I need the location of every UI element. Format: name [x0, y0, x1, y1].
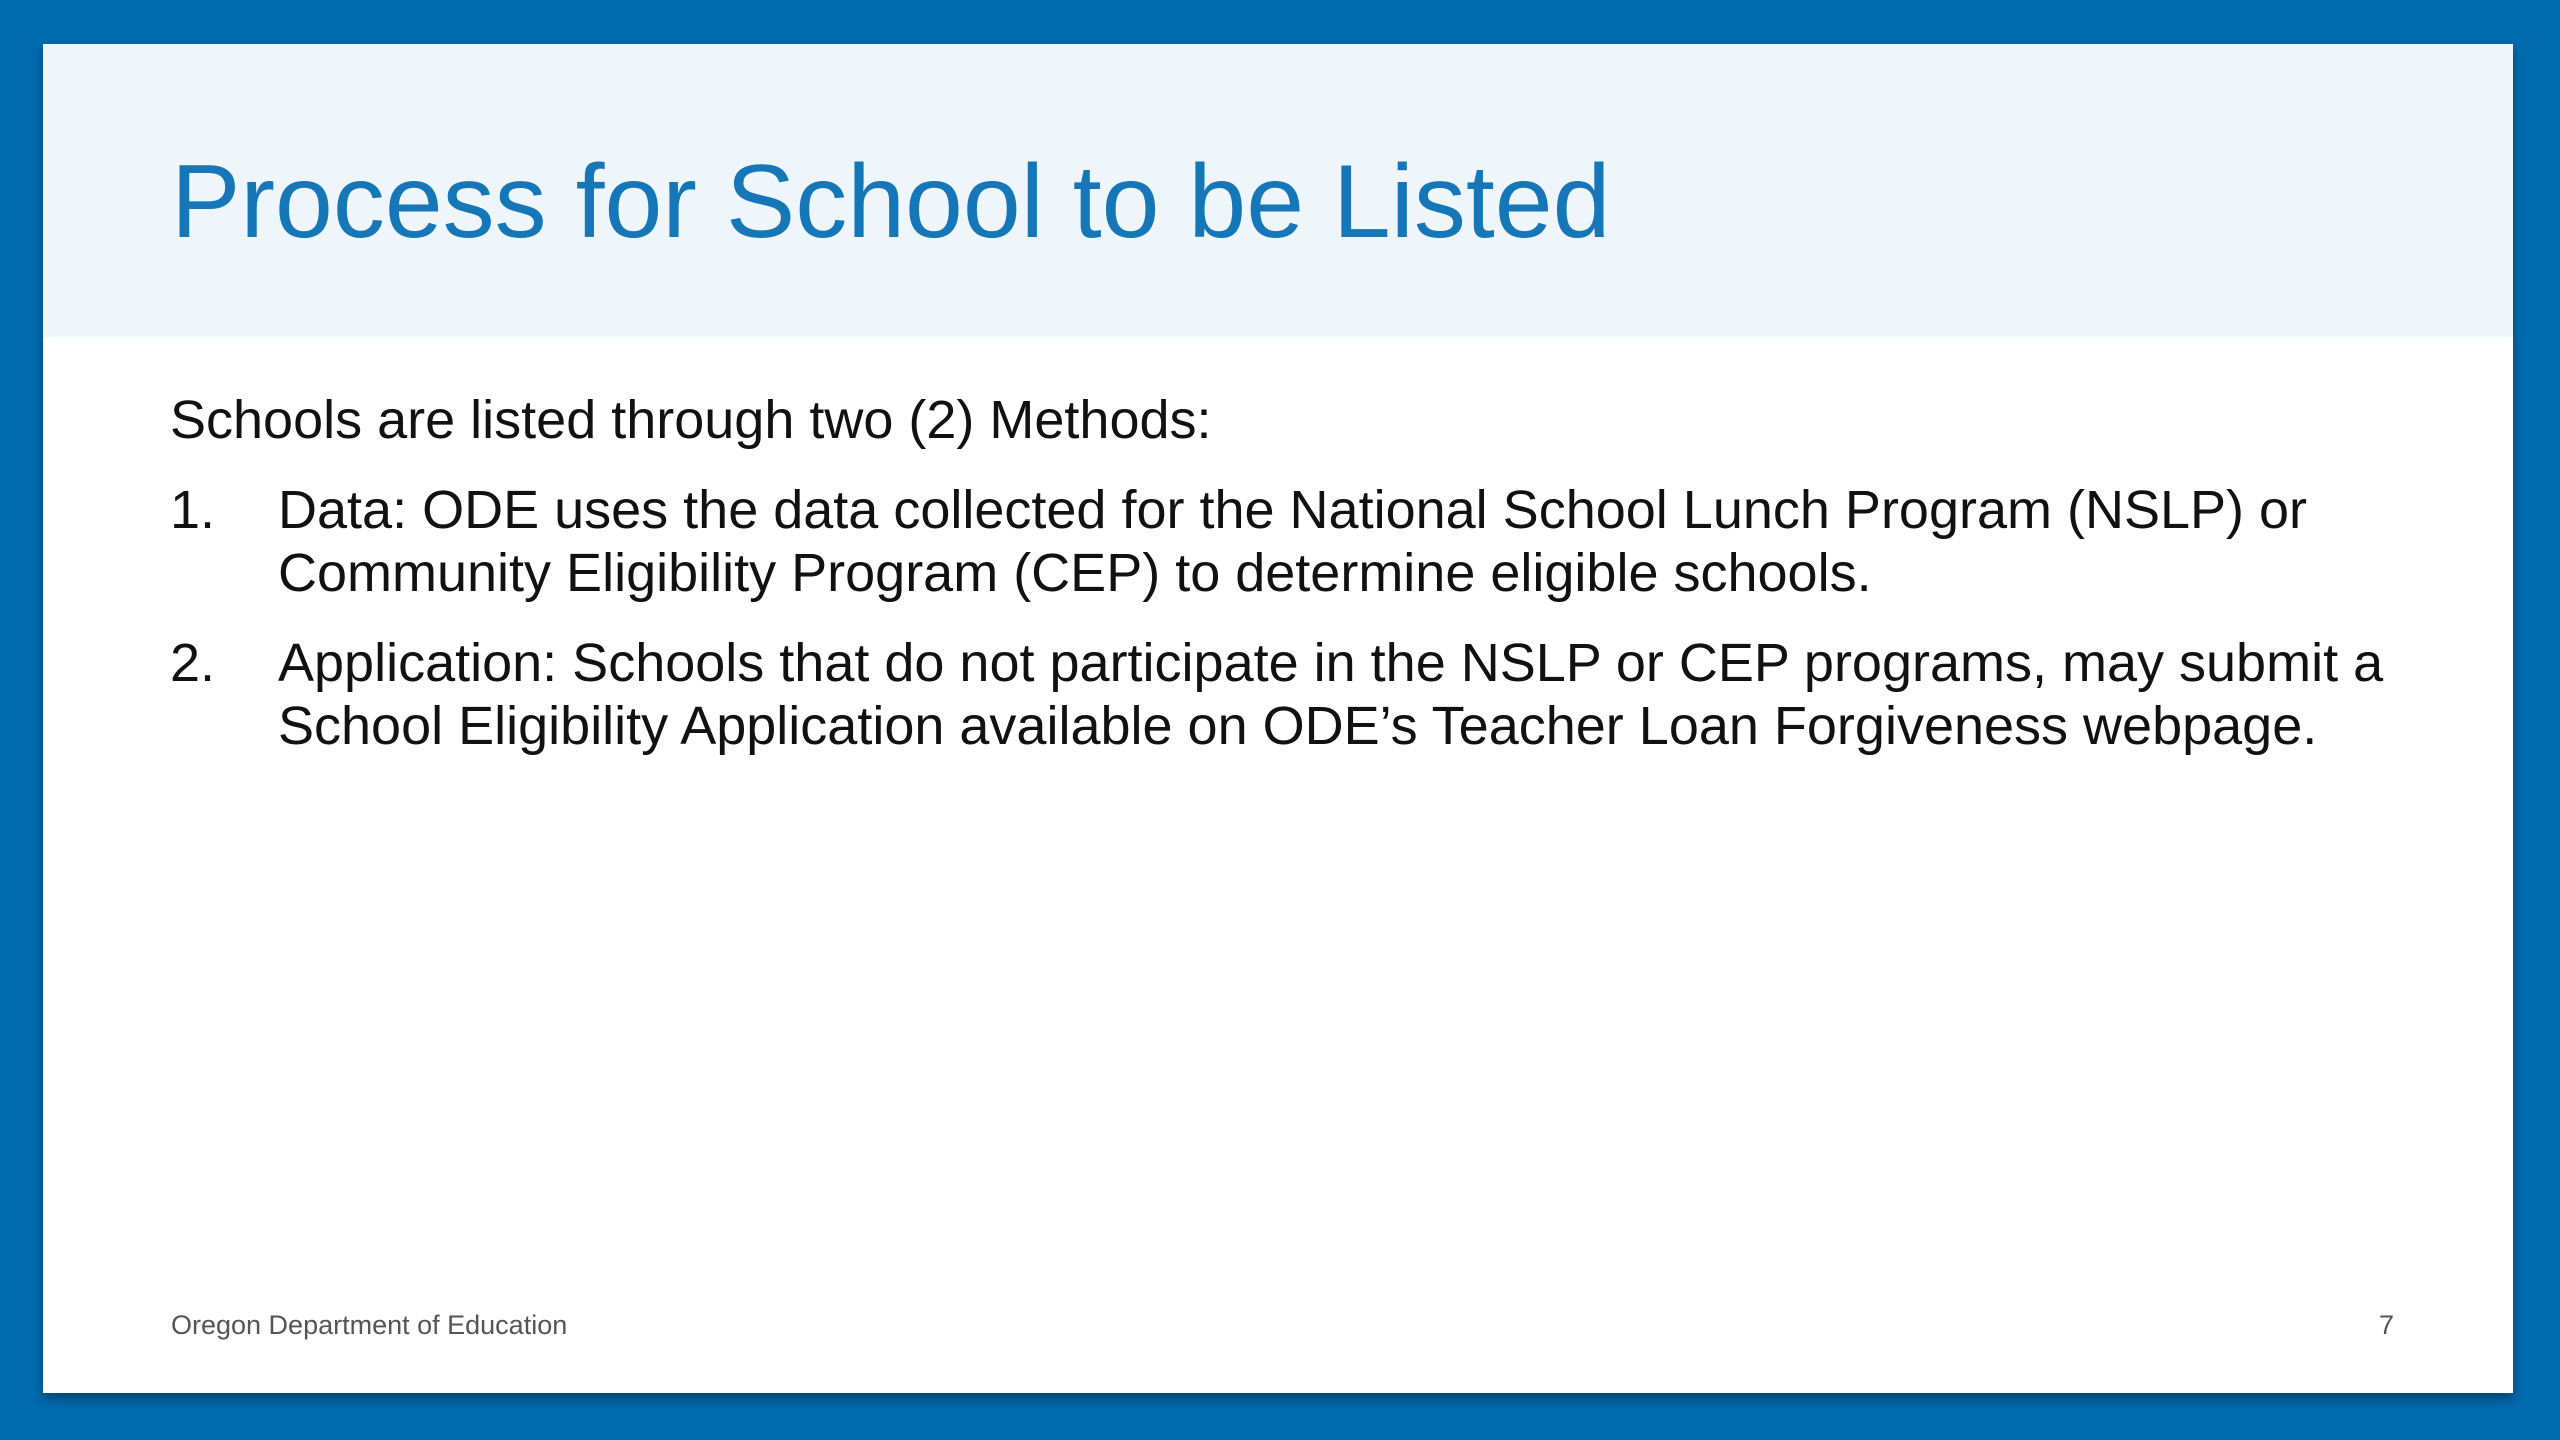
title-band	[43, 44, 2513, 337]
list-item-number: 1.	[170, 480, 216, 540]
list-item-text: Data: ODE uses the data collected for the National School Lunch Program (NSLP) or Community Eligibility Program (CEP) to determine eligible schools.	[278, 480, 2308, 603]
footer-organization: Oregon Department of Education	[171, 1310, 568, 1340]
intro-text: Schools are listed through two (2) Methods:	[170, 390, 1212, 450]
page-number: 7	[2378, 1310, 2394, 1340]
methods-list	[170, 479, 2410, 758]
list-item	[170, 632, 2410, 758]
list-item	[170, 479, 2410, 605]
list-item-text: Application: Schools that do not participate in the NSLP or CEP programs, may submit a School Eligibility Application available on ODE’s Teacher Loan Forgiveness webpage.	[278, 633, 2384, 756]
slide-content	[170, 387, 2410, 785]
list-item-number: 2.	[170, 633, 216, 693]
presentation-slide	[43, 44, 2513, 1393]
slide-title: Process for School to be Listed	[171, 144, 1611, 260]
